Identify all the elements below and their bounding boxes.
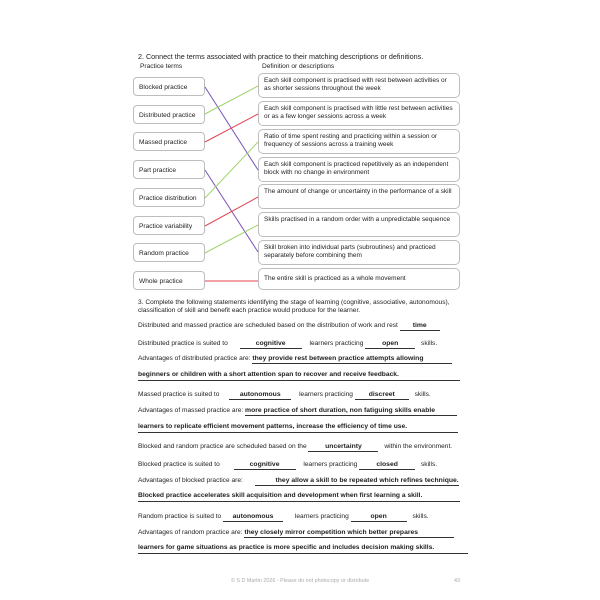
statement-3 bbox=[138, 355, 452, 364]
statement-5-label: Advantages of massed practice are: bbox=[138, 407, 244, 414]
description-1: Each skill component is practised with rest between activities or as shorter sessions throughout the week bbox=[258, 73, 460, 98]
match-line-variability bbox=[205, 197, 258, 226]
answer-distributed-adv-b: beginners or children with a short attention span to recover and receive feedback. bbox=[138, 371, 460, 381]
term-blocked-practice: Blocked practice bbox=[133, 77, 205, 96]
term-massed-practice: Massed practice bbox=[133, 132, 205, 151]
answer-massed-adv-b: learners to replicate efficient movement patterns, increase the efficiency of time use. bbox=[138, 423, 458, 433]
terms-header: Practice terms bbox=[140, 63, 183, 70]
match-line-massed bbox=[205, 114, 258, 142]
answer-open-1: open bbox=[365, 340, 415, 349]
statement-2-mid: learners practicing bbox=[309, 340, 364, 347]
description-6: Skills practised in a random order with a unpredictable sequence bbox=[258, 212, 460, 237]
term-practice-distribution: Practice distribution bbox=[133, 188, 205, 207]
answer-distributed-adv-a: they provide rest between practice attempts allowing bbox=[252, 355, 452, 364]
statement-2 bbox=[138, 340, 437, 349]
statement-6-post: within the environment. bbox=[384, 443, 453, 450]
description-2: Each skill component is practised with little rest between activities or as a few longer sessions across a week bbox=[258, 101, 460, 126]
answer-autonomous-2: autonomous bbox=[223, 513, 283, 522]
description-7: Skill broken into individual parts (subroutines) and practiced separately before combining them bbox=[258, 240, 460, 265]
statement-4 bbox=[138, 391, 431, 400]
statement-9 bbox=[138, 513, 429, 522]
page-number: 43 bbox=[454, 578, 460, 584]
answer-random-adv-a: they closely mirror competition which better prepares bbox=[244, 529, 454, 538]
statement-5 bbox=[138, 407, 457, 416]
match-line-random bbox=[205, 225, 258, 253]
statement-6 bbox=[138, 443, 452, 452]
question-2-title: 2. Connect the terms associated with practice to their matching descriptions or definitions. bbox=[138, 52, 424, 61]
description-3: Ratio of time spent resting and practicing within a session or frequency of sessions across a training week bbox=[258, 129, 460, 154]
term-whole-practice: Whole practice bbox=[133, 271, 205, 290]
match-line-blocked bbox=[205, 87, 258, 170]
question-3-intro: 3. Complete the following statements identifying the stage of learning (cognitive, associative, autonomous), classification of skill and benefit each practice would produce for the learner. bbox=[138, 299, 450, 315]
answer-closed: closed bbox=[359, 461, 415, 470]
answer-autonomous-1: autonomous bbox=[229, 391, 291, 400]
statement-4-mid: learners practicing bbox=[299, 391, 353, 398]
statement-6-pre: Blocked and random practice are scheduled based on the bbox=[138, 443, 307, 450]
answer-blocked-adv-b: Blocked practice accelerates skill acquisition and development when first learning a skill. bbox=[138, 492, 460, 502]
statement-7-pre: Blocked practice is suited to bbox=[138, 461, 220, 468]
answer-cognitive-1: cognitive bbox=[240, 340, 302, 349]
statement-8 bbox=[138, 477, 459, 486]
term-practice-variability: Practice variability bbox=[133, 216, 205, 235]
answer-open-2: open bbox=[351, 513, 407, 522]
answer-random-adv-b: learners for game situations as practice is more specific and includes decision making skills. bbox=[138, 544, 468, 554]
statement-9-pre: Random practice is suited to bbox=[138, 513, 222, 520]
description-5: The amount of change or uncertainty in the performance of a skill bbox=[258, 184, 460, 209]
statement-2-pre: Distributed practice is suited to bbox=[138, 340, 228, 347]
statement-7-post: skills. bbox=[420, 461, 438, 468]
statement-2-post: skills. bbox=[421, 340, 438, 347]
answer-time: time bbox=[400, 322, 440, 331]
statement-9-mid: learners practicing bbox=[294, 513, 349, 520]
statement-4-post: skills. bbox=[414, 391, 431, 398]
descriptions-header: Definition or descriptions bbox=[262, 63, 335, 70]
statement-3-label: Advantages of distributed practice are: bbox=[138, 355, 251, 362]
description-8: The entire skill is practiced as a whole movement bbox=[258, 268, 460, 290]
answer-cognitive-2: cognitive bbox=[234, 461, 296, 470]
statement-9-post: skills. bbox=[412, 513, 429, 520]
answer-uncertainty: uncertainty bbox=[308, 443, 378, 452]
description-4: Each skill component is practiced repetitively as an independent block with no change in environment bbox=[258, 157, 460, 182]
term-distributed-practice: Distributed practice bbox=[133, 105, 205, 124]
term-part-practice: Part practice bbox=[133, 160, 205, 179]
answer-discreet: discreet bbox=[355, 391, 409, 400]
match-line-part bbox=[205, 170, 258, 252]
statement-1-text: Distributed and massed practice are scheduled based on the distribution of work and rest bbox=[138, 322, 398, 329]
statement-10-label: Advantages of random practice are: bbox=[138, 529, 243, 536]
match-line-distributed bbox=[205, 86, 258, 114]
statement-4-pre: Massed practice is suited to bbox=[138, 391, 220, 398]
statement-1 bbox=[138, 322, 440, 331]
term-random-practice: Random practice bbox=[133, 243, 205, 262]
statement-7-mid: learners practicing bbox=[303, 461, 358, 468]
match-line-distribution bbox=[205, 142, 258, 198]
statement-7 bbox=[138, 461, 437, 470]
answer-blocked-adv-a: they allow a skill to be repeated which refines technique. bbox=[255, 477, 459, 486]
answer-massed-adv-a: more practice of short duration, non fatiguing skills enable bbox=[245, 407, 457, 416]
footer-copyright: © S D Martin 2026 - Please do not photocopy or distribute bbox=[230, 578, 370, 584]
statement-8-label: Advantages of blocked practice are: bbox=[138, 477, 243, 484]
statement-10 bbox=[138, 529, 454, 538]
